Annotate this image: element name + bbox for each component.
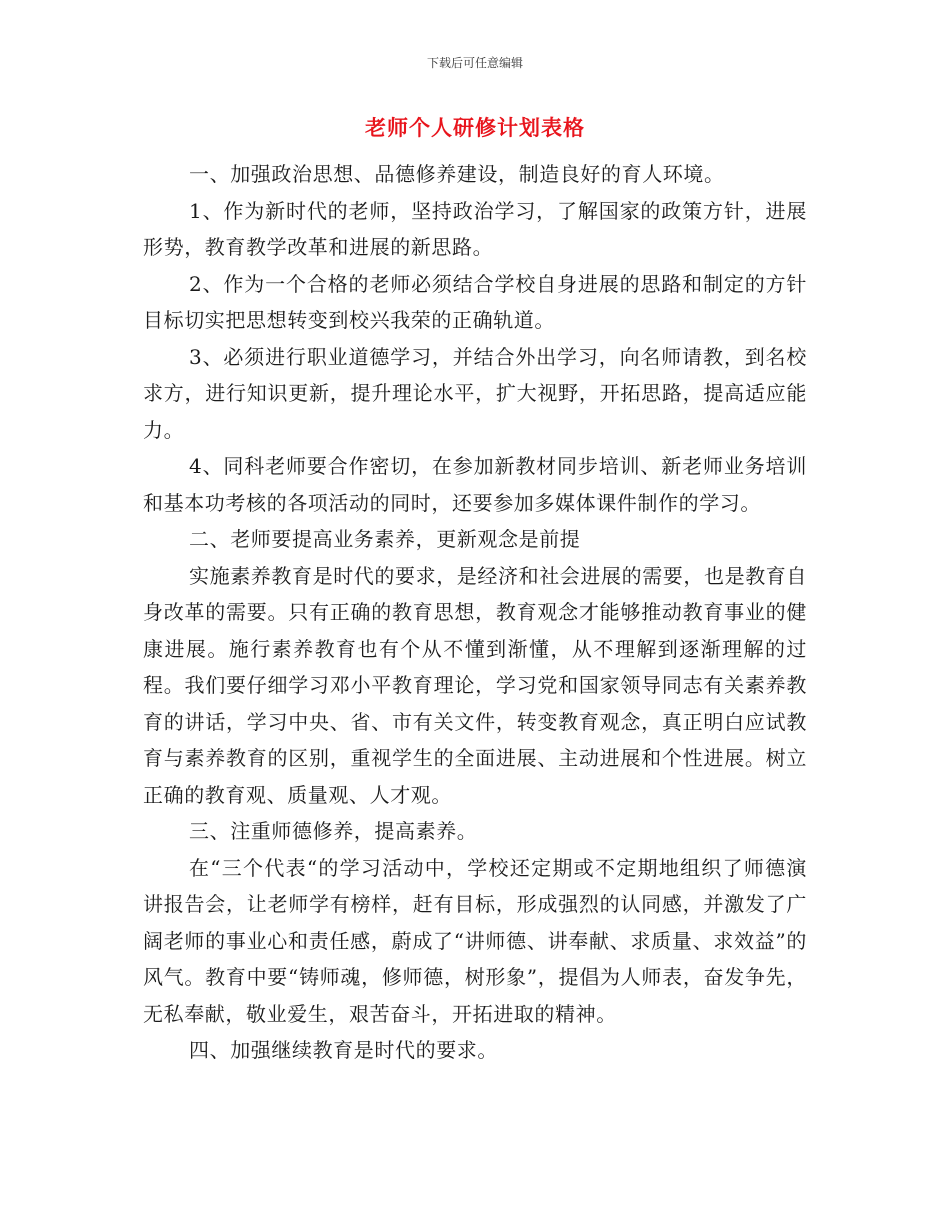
document-title: 老师个人研修计划表格 xyxy=(365,115,585,140)
section-heading-2: 二、老师要提高业务素养，更新观念是前提 xyxy=(189,527,581,551)
page-header-note: 下载后可任意编辑 xyxy=(426,56,523,70)
paragraph-quality-education: 实施素养教育是时代的要求，是经济和社会进展的需要，也是教育自身改革的需要。只有正确的教育思想，教育观念才能够推动教育事业的健康进展。施行素养教育也有个从不懂到渐懂，从不理解到逐渐理解的过程。我们要仔细学习邓小平教育理论，学习党和国家领导同志有关素养教育的讲话，学习中央、省、市有关文件，转变教育观念，真正明白应试教育与素养教育的区别，重视学生的全面进展、主动进展和个性进展。树立正确的教育观、质量观、人才观。 xyxy=(143,563,807,807)
section-heading-1: 一、加强政治思想、品德修养建设，制造良好的育人环境。 xyxy=(189,162,725,186)
paragraph-item-3: 3、必须进行职业道德学习，并结合外出学习，向名师请教，到名校求方，进行知识更新，提升理论水平，扩大视野，开拓思路，提高适应能力。 xyxy=(143,344,807,442)
document-body xyxy=(143,156,807,1069)
section-heading-4: 四、加强继续教育是时代的要求。 xyxy=(189,1038,498,1062)
paragraph-teacher-ethics: 在“三个代表“的学习活动中，学校还定期或不定期地组织了师德演讲报告会，让老师学有榜样，赶有目标，形成强烈的认同感，并激发了广阔老师的事业心和责任感，蔚成了“讲师德、讲奉献、求质量、求效益”的风气。教育中要“铸师魂，修师德，树形象”，提倡为人师表，奋发争先，无私奉献，敬业爱生，艰苦奋斗，开拓进取的精神。 xyxy=(143,855,807,1026)
paragraph-item-2: 2、作为一个合格的老师必须结合学校自身进展的思路和制定的方针目标切实把思想转变到校兴我荣的正确轨道。 xyxy=(143,271,807,332)
paragraph-item-1: 1、作为新时代的老师，坚持政治学习，了解国家的政策方针，进展形势，教育教学改革和进展的新思路。 xyxy=(143,198,807,259)
section-heading-3: 三、注重师德修养，提高素养。 xyxy=(189,819,478,843)
paragraph-item-4: 4、同科老师要合作密切，在参加新教材同步培训、新老师业务培训和基本功考核的各项活动的同时，还要参加多媒体课件制作的学习。 xyxy=(143,454,807,515)
